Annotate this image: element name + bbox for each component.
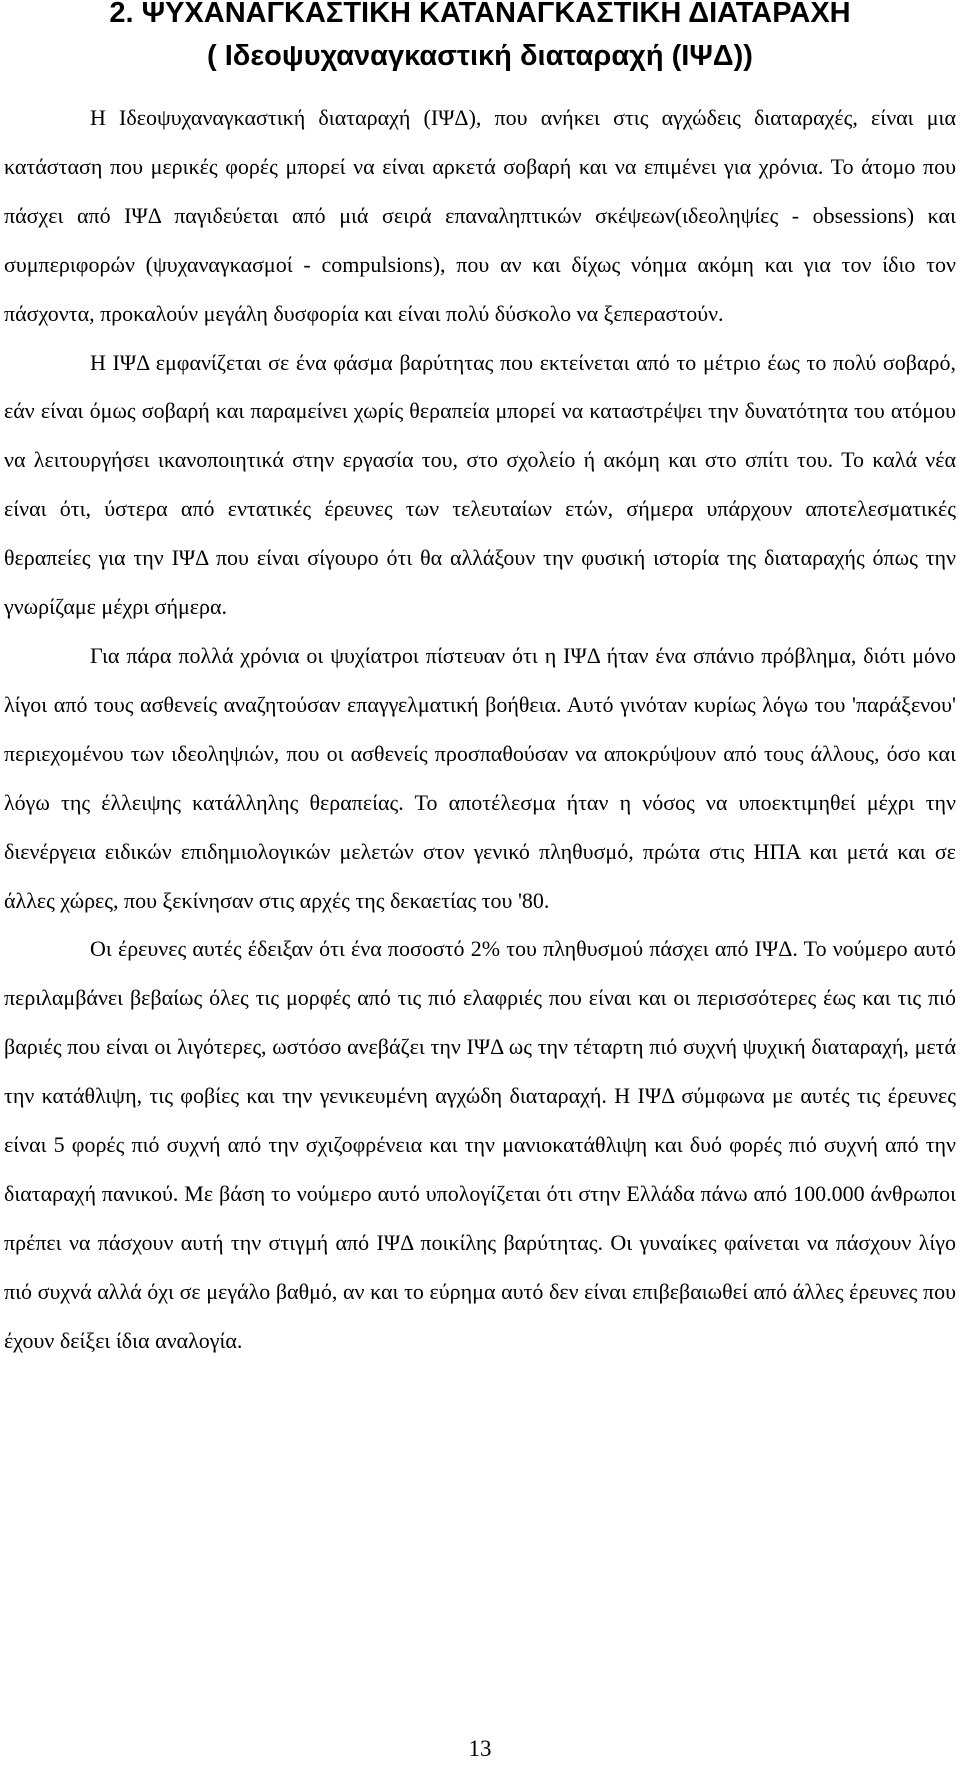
paragraph-2 [4, 339, 956, 632]
paragraph-3-part-2: Το αποτέλεσμα ήταν η νόσος να υποεκτιμηθεί μέχρι την διενέργεια ειδικών επιδημιολογικών μελετών στον γενικό πληθυσμό, πρώτα στις ΗΠΑ και μετά και σε άλλες χώρες, που ξεκίνησαν στις αρχές της δεκαετίας του '80. [4, 789, 956, 913]
paragraph-4-part-2: Το νούμερο αυτό περιλαμβάνει βεβαίως όλες τις μορφές από τις πιό ελαφριές που είναι και οι περισσότερες έως και τις πιό βαριές που είναι οι λιγότερες, ωστόσο ανεβάζει την ΙΨΔ ως την τέταρτη πιό συχνή ψυχική διαταραχή, μετά την κατάθλιψη, τις φοβίες και την γενικευμένη αγχώδη διαταραχή. Η ΙΨΔ σύμφωνα με αυτές τις έρευνες είναι 5 φορές πιό συχνή από την σχιζοφρένεια και την μανιοκατάθλιψη και δυό φορές πιό συχνή από την διαταραχή πανικού. Με βάση το νούμερο αυτό υπολογίζεται ότι στην Ελλάδα πάνω από 100.000 άνθρωποι πρέπει να πάσχουν αυτή την στιγμή από ΙΨΔ ποικίλης βαρύτητας. Οι γυναίκες φαίνεται να πάσχουν λίγο πιό συχνά αλλά όχι σε μεγάλο βαθμό, αν και το εύρημα αυτό δεν είναι επιβεβαιωθεί από άλλες έρευνες που έχουν δείξει ίδια αναλογία. [4, 936, 956, 1353]
paragraph-4 [4, 925, 956, 1365]
paragraph-1-part-1: Η Ιδεοψυχαναγκαστική διαταραχή (ΙΨΔ), που ανήκει στις αγχώδεις διαταραχές, είναι μια κατάσταση που μερικές φορές μπορεί να είναι αρκετά σοβαρή και να επιμένει για χρόνια. [4, 105, 956, 179]
paragraph-3 [4, 632, 956, 925]
paragraph-4-part-1: Οι έρευνες αυτές έδειξαν ότι ένα ποσοστό 2% του πληθυσμού πάσχει από ΙΨΔ. [90, 936, 798, 962]
paragraph-2-part-2: Το καλά νέα είναι ότι, ύστερα από εντατικές έρευνες των τελευταίων ετών, σήμερα υπάρχουν αποτελεσματικές θεραπείες για την ΙΨΔ που είναι σίγουρο ότι θα αλλάξουν την φυσική ιστορία της διαταραχής όπως την γνωρίζαμε μέχρι σήμερα. [4, 447, 957, 620]
chapter-subtitle: ( Ιδεοψυχαναγκαστική διαταραχή (ΙΨΔ)) [207, 40, 753, 72]
document-body [4, 94, 956, 1366]
page-number: 13 [468, 1736, 492, 1761]
paragraph-3-part-1: Για πάρα πολλά χρόνια οι ψυχίατροι πίστευαν ότι η ΙΨΔ ήταν ένα σπάνιο πρόβλημα, διότι μόνο λίγοι από τους ασθενείς αναζητούσαν επαγγελματική βοήθεια. Αυτό γινόταν κυρίως λόγω του 'παράξενου' περιεχομένου των ιδεοληψιών, που οι ασθενείς προσπαθούσαν να αποκρύψουν από τους άλλους, όσο και λόγω της έλλειψης κατάλληλης θεραπείας. [4, 642, 956, 815]
paragraph-2-part-1: Η ΙΨΔ εμφανίζεται σε ένα φάσμα βαρύτητας που εκτείνεται από το μέτριο έως το πολύ σοβαρό, εάν είναι όμως σοβαρή και παραμείνει χωρίς θεραπεία μπορεί να καταστρέψει την δυνατότητα του ατόμου να λειτουργήσει ικανοποιητικά στην εργασία του, στο σχολείο ή ακόμη και στο σπίτι του. [4, 349, 956, 473]
paragraph-1-part-2: Το άτομο που πάσχει από ΙΨΔ παγιδεύεται από μιά σειρά επαναληπτικών σκέψεων(ιδεοληψίες - obsessions) και συμπεριφορών (ψυχαναγκασμοί - compulsions), που αν και δίχως νόημα ακόμη και για τον ίδιο τον πάσχοντα, προκαλούν μεγάλη δυσφορία και είναι πολύ δύσκολο να ξεπεραστούν. [4, 153, 956, 326]
paragraph-1 [4, 94, 956, 339]
chapter-title: 2. ΨΥΧΑΝΑΓΚΑΣΤΙΚΗ ΚΑΤΑΝΑΓΚΑΣΤΙΚΗ ΔΙΑΤΑΡΑΧΗ [109, 0, 851, 29]
